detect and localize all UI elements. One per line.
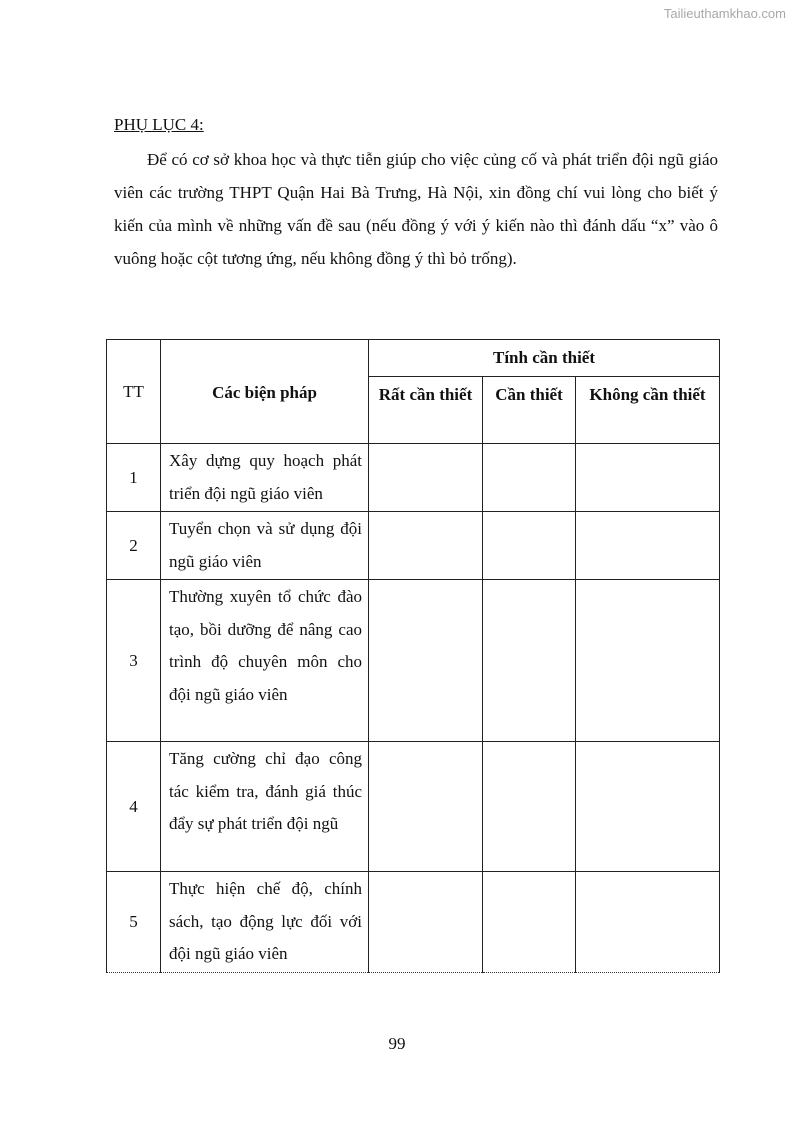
- table-row: [107, 444, 720, 512]
- cell-not-necessary[interactable]: [576, 742, 720, 872]
- cell-very-necessary[interactable]: [369, 444, 483, 512]
- row-number: 4: [107, 742, 161, 872]
- cell-not-necessary[interactable]: [576, 444, 720, 512]
- watermark: Tailieuthamkhao.com: [663, 6, 786, 21]
- cell-necessary[interactable]: [483, 512, 576, 580]
- header-necessary: Cần thiết: [483, 377, 576, 444]
- measure-text: Xây dựng quy hoạch phát triển đội ngũ giáo viên: [161, 444, 369, 512]
- appendix-title: PHỤ LỤC 4:: [114, 115, 204, 134]
- table-row: [107, 872, 720, 973]
- header-necessity: Tính cần thiết: [369, 340, 720, 377]
- row-number: 2: [107, 512, 161, 580]
- row-number: 5: [107, 872, 161, 973]
- header-measures: Các biện pháp: [161, 340, 369, 444]
- page-number: 99: [388, 1034, 406, 1053]
- measure-text: Tăng cường chỉ đạo công tác kiểm tra, đánh giá thúc đẩy sự phát triển đội ngũ: [161, 742, 369, 872]
- measure-text: Thường xuyên tổ chức đào tạo, bồi dưỡng để nâng cao trình độ chuyên môn cho đội ngũ giáo viên: [161, 580, 369, 742]
- cell-not-necessary[interactable]: [576, 872, 720, 973]
- cell-necessary[interactable]: [483, 580, 576, 742]
- header-not-necessary: Không cần thiết: [576, 377, 720, 444]
- table-row: [107, 742, 720, 872]
- header-row-1: [107, 340, 720, 377]
- row-number: 3: [107, 580, 161, 742]
- table-row: [107, 512, 720, 580]
- cell-very-necessary[interactable]: [369, 872, 483, 973]
- cell-very-necessary[interactable]: [369, 742, 483, 872]
- cell-necessary[interactable]: [483, 742, 576, 872]
- table-row: [107, 580, 720, 742]
- row-number: 1: [107, 444, 161, 512]
- intro-paragraph: Để có cơ sở khoa học và thực tiễn giúp cho việc củng cố và phát triển đội ngũ giáo viên các trường THPT Quận Hai Bà Trưng, Hà Nội, xin đồng chí vui lòng cho biết ý kiến của mình về những vấn đề sau (nếu đồng ý với ý kiến nào thì đánh dấu “x” vào ô vuông hoặc cột tương ứng, nếu không đồng ý thì bỏ trống).: [114, 150, 718, 268]
- cell-not-necessary[interactable]: [576, 580, 720, 742]
- cell-very-necessary[interactable]: [369, 580, 483, 742]
- header-very-necessary: Rất cần thiết: [369, 377, 483, 444]
- cell-necessary[interactable]: [483, 444, 576, 512]
- survey-table: [106, 339, 720, 973]
- cell-necessary[interactable]: [483, 872, 576, 973]
- cell-very-necessary[interactable]: [369, 512, 483, 580]
- header-tt: TT: [107, 340, 161, 444]
- measure-text: Tuyển chọn và sử dụng đội ngũ giáo viên: [161, 512, 369, 580]
- measure-text: Thực hiện chế độ, chính sách, tạo động lực đối với đội ngũ giáo viên: [161, 872, 369, 973]
- cell-not-necessary[interactable]: [576, 512, 720, 580]
